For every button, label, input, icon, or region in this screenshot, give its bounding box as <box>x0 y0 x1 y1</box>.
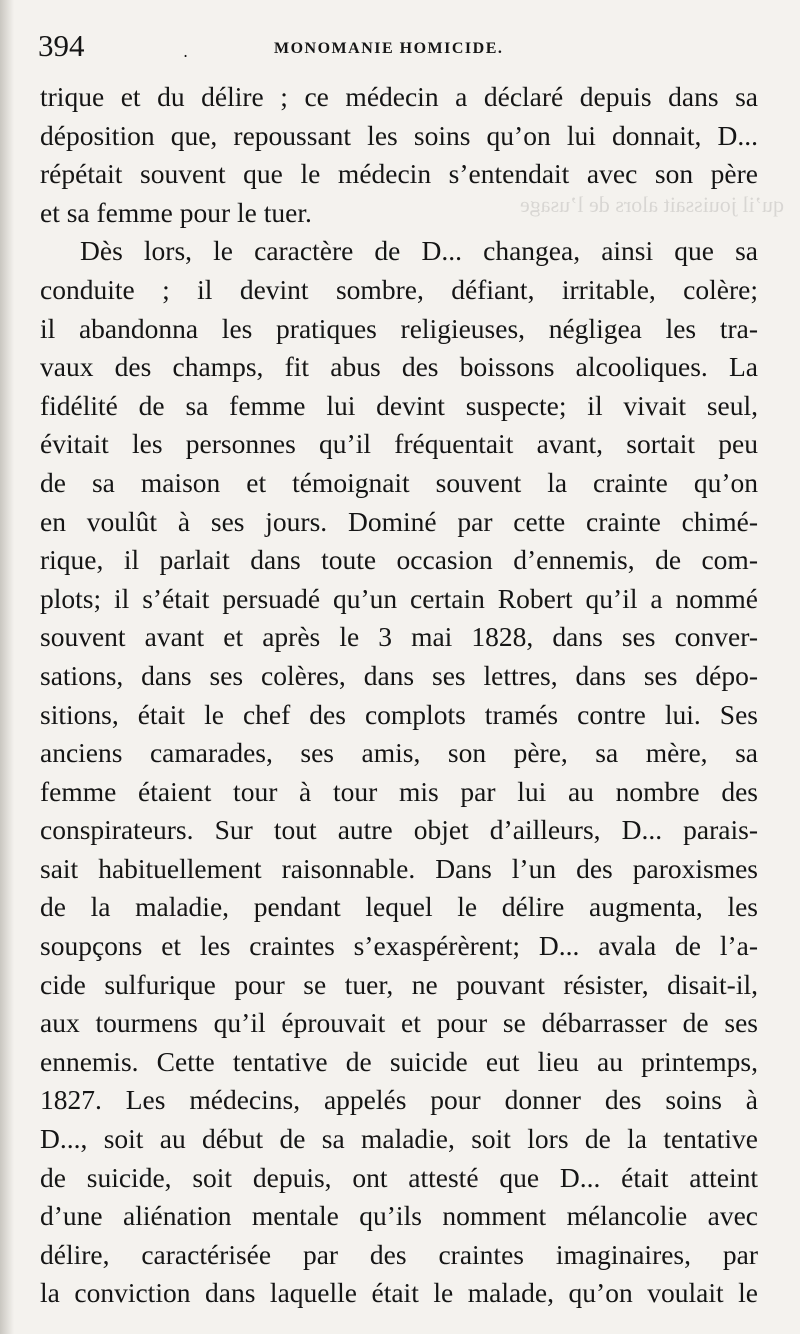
header-separator: . <box>183 42 189 61</box>
page-header <box>38 28 758 68</box>
text-line: et sa femme pour le tuer. <box>40 196 312 228</box>
text-line: 1827. Les médecins, appelés pour donner des soins à <box>40 1084 758 1116</box>
text-line: soupçons et les craintes s’exaspérèrent; D... avala de l’a- <box>40 930 758 962</box>
text-line: de sa maison et témoignait souvent la crainte qu’on <box>40 466 758 498</box>
text-line: déposition que, repoussant les soins qu’on lui donnait, D... <box>40 119 758 151</box>
scan-shadow <box>0 0 14 1334</box>
text-line: évitait les personnes qu’il fréquentait avant, sortait peu <box>40 428 758 460</box>
text-line: conduite ; il devint sombre, défiant, irritable, colère; <box>40 273 758 305</box>
show-through: qu’il jouissait alors de l’usage <box>520 192 784 217</box>
text-line: de la maladie, pendant lequel le délire augmenta, les <box>40 891 758 923</box>
text-line: d’une aliénation mentale qu’ils nomment mélancolie avec <box>40 1200 758 1232</box>
text-line: D..., soit au début de sa maladie, soit lors de la tentative <box>40 1123 758 1155</box>
text-line: de suicide, soit depuis, ont attesté que D... était atteint <box>40 1161 758 1193</box>
text-line: cide sulfurique pour se tuer, ne pouvant résister, disait-il, <box>40 968 758 1000</box>
text-line: vaux des champs, fit abus des boissons alcooliques. La <box>40 351 758 383</box>
text-line: répétait souvent que le médecin s’entendait avec son père <box>40 158 758 190</box>
text-line: anciens camarades, ses amis, son père, sa mère, sa <box>40 737 758 769</box>
text-line: conspirateurs. Sur tout autre objet d’ailleurs, D... parais- <box>40 814 758 846</box>
running-head: MONOMANIE HOMICIDE. <box>274 40 504 57</box>
text-line: souvent avant et après le 3 mai 1828, dans ses conver- <box>40 621 758 653</box>
text-line: sitions, était le chef des complots tramés contre lui. Ses <box>40 698 758 730</box>
text-line: en voulût à ses jours. Dominé par cette crainte chimé- <box>40 505 758 537</box>
text-line: femme étaient tour à tour mis par lui au nombre des <box>40 775 758 807</box>
text-line: ennemis. Cette tentative de suicide eut lieu au printemps, <box>40 1045 758 1077</box>
text-line: la conviction dans laquelle était le malade, qu’on voulait le <box>40 1277 758 1309</box>
text-line: rique, il parlait dans toute occasion d’ennemis, de com- <box>40 544 758 576</box>
page-number: 394 <box>38 28 85 63</box>
text-line: sations, dans ses colères, dans ses lettres, dans ses dépo- <box>40 659 758 691</box>
paragraph-start-line: Dès lors, le caractère de D... changea, ainsi que sa <box>80 235 758 267</box>
text-line: fidélité de sa femme lui devint suspecte; il vivait seul, <box>40 389 758 421</box>
text-line: aux tourmens qu’il éprouvait et pour se débarrasser de ses <box>40 1007 758 1039</box>
text-line: plots; il s’était persuadé qu’un certain Robert qu’il a nommé <box>40 582 758 614</box>
text-line: délire, caractérisée par des craintes imaginaires, par <box>40 1238 758 1270</box>
body-text <box>40 78 758 1313</box>
text-line: il abandonna les pratiques religieuses, négligea les tra- <box>40 312 758 344</box>
text-line: trique et du délire ; ce médecin a déclaré depuis dans sa <box>40 81 758 112</box>
text-line: sait habituellement raisonnable. Dans l’un des paroxismes <box>40 852 758 884</box>
